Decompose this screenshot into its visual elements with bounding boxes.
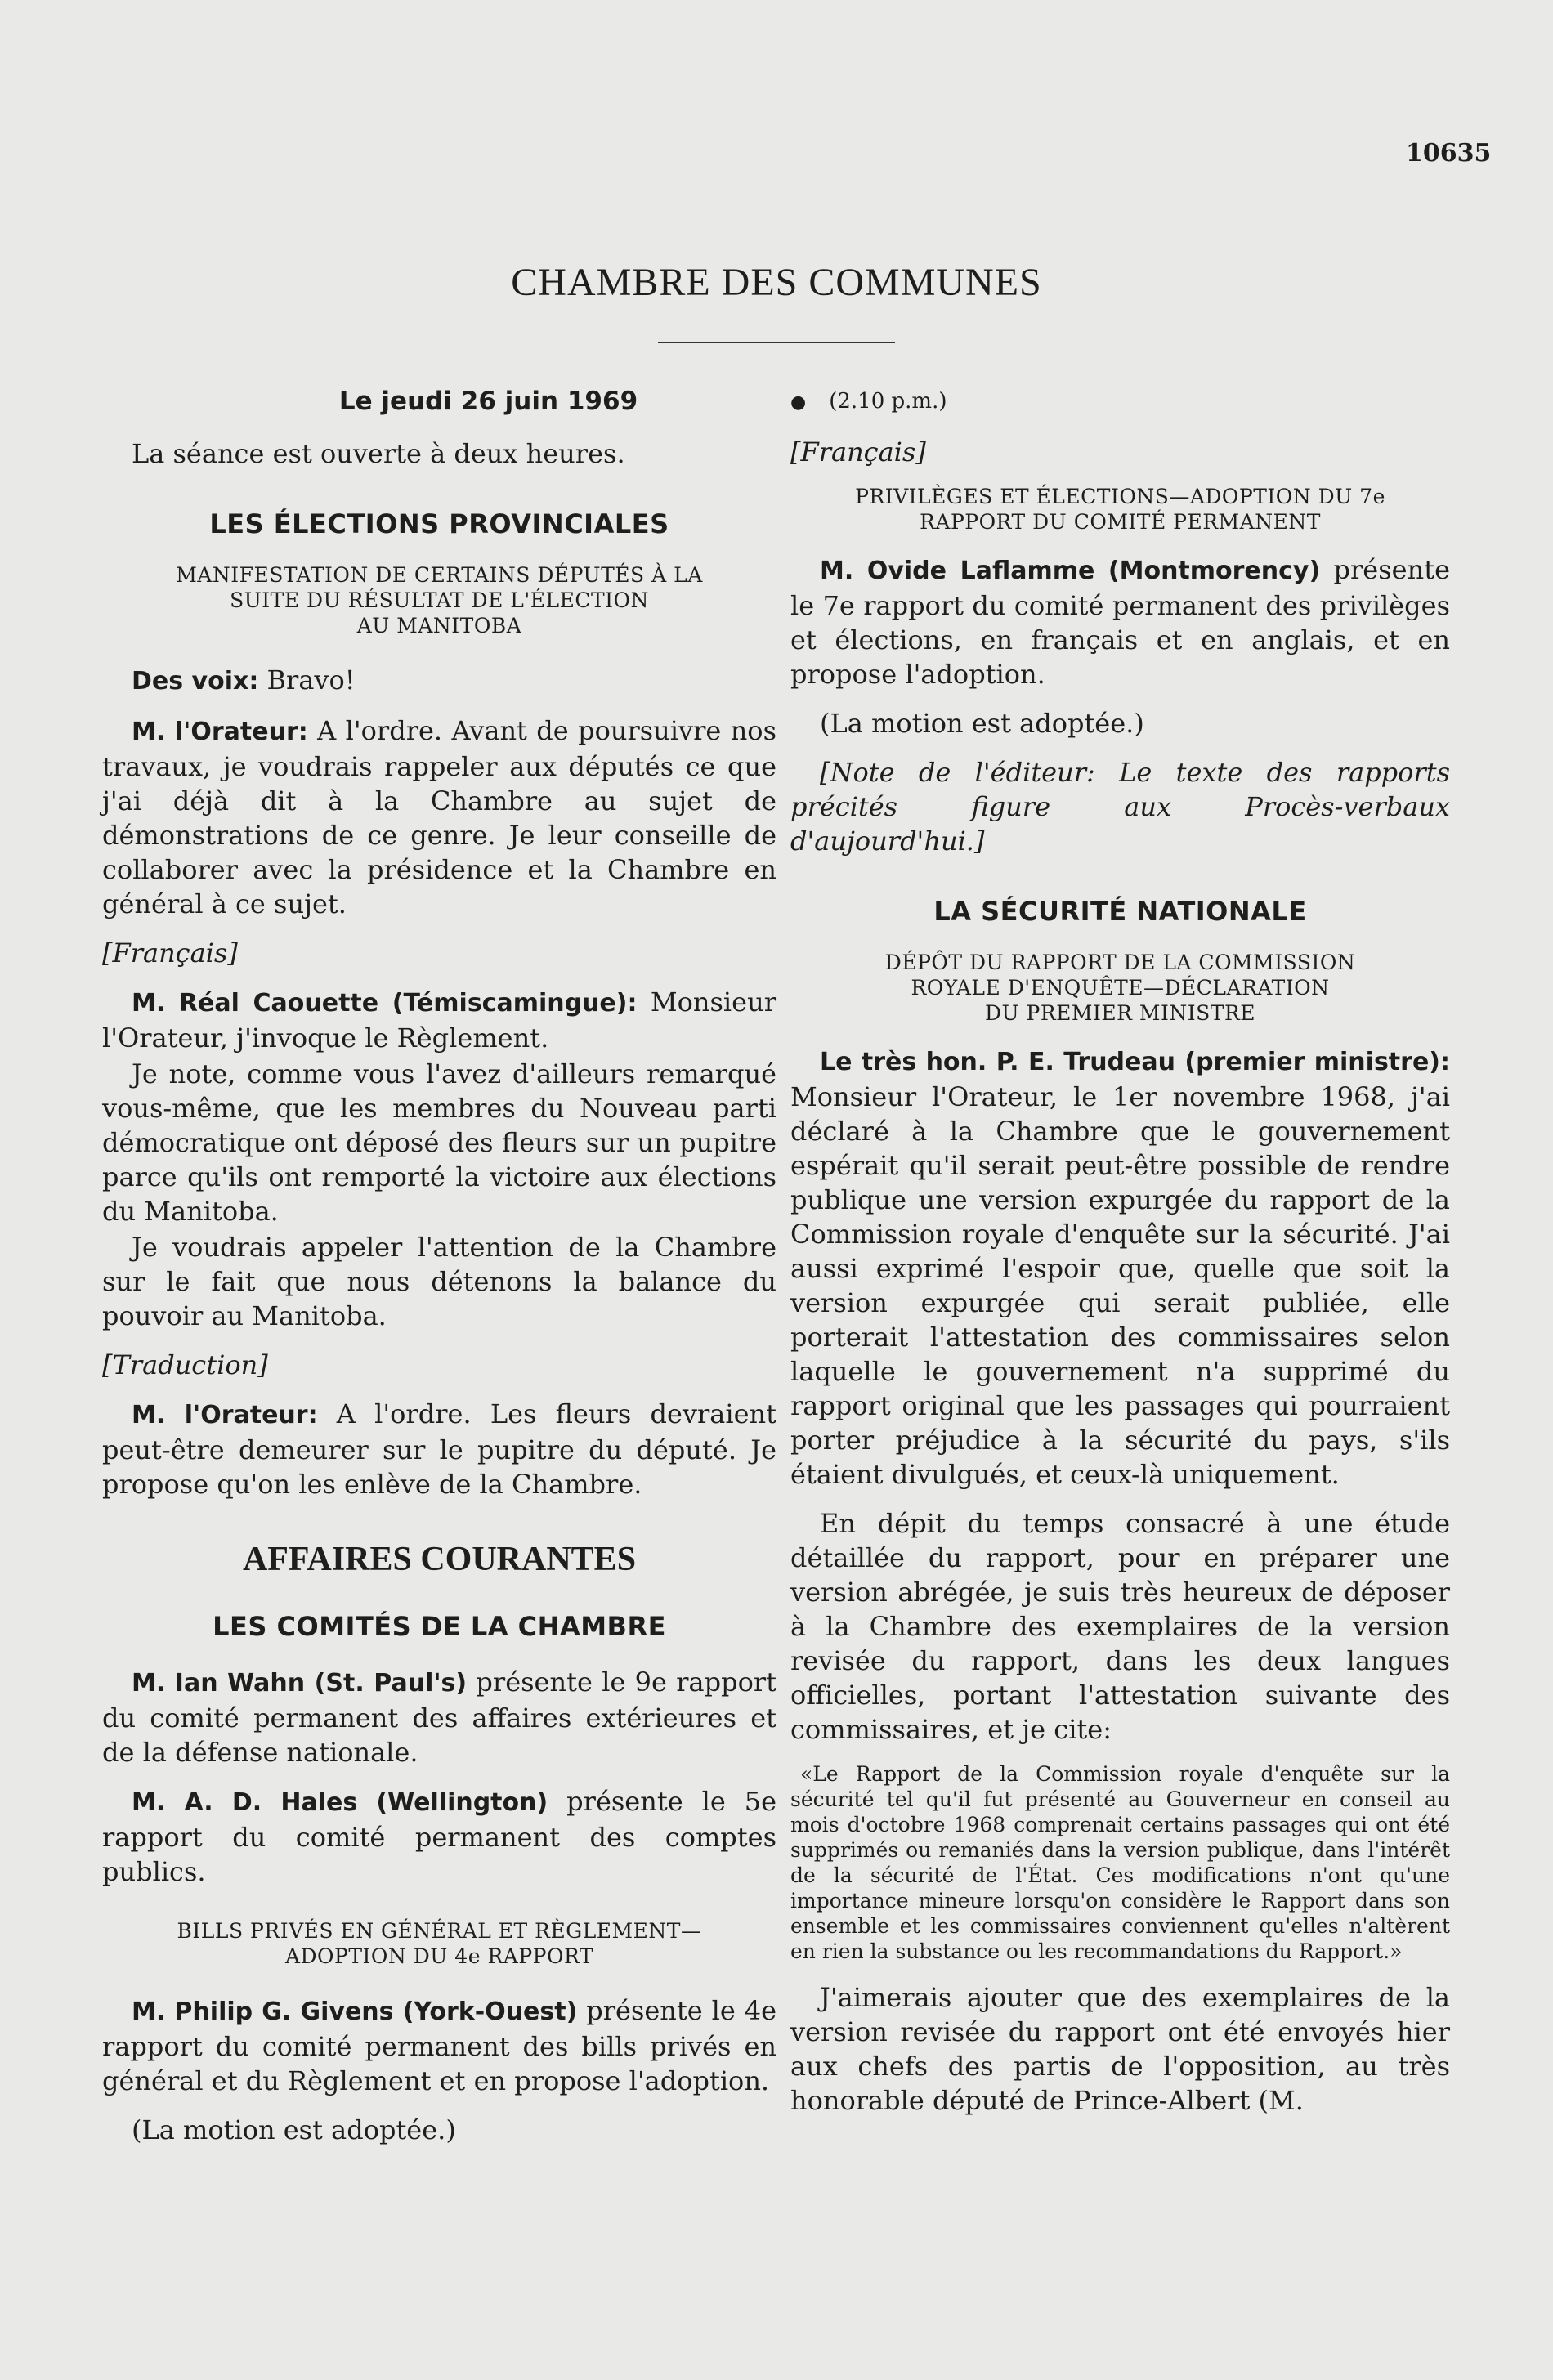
speaker: M. Philip G. Givens (York-Ouest) (132, 1998, 578, 2026)
speaker: Des voix: (132, 667, 259, 696)
subheading-line: MANIFESTATION DE CERTAINS DÉPUTÉS À LA (176, 563, 703, 587)
subheading-line: ADOPTION DU 4e RAPPORT (284, 1944, 594, 1968)
paragraph (102, 1993, 776, 2098)
subheading-line: DÉPÔT DU RAPPORT DE LA COMMISSION (884, 951, 1356, 974)
language-marker: [Traduction] (102, 1349, 268, 1380)
speech: Bravo! (258, 664, 356, 696)
subheading-line: BILLS PRIVÉS EN GÉNÉRAL ET RÈGLEMENT— (177, 1919, 702, 1943)
quotation: «Le Rapport de la Commission royale d'enquête sur la sécurité tel qu'il fut présenté au Gouverneur en conseil au mois d'octobre 1968 comprenait certains passages qui ont été supprimés ou remaniés dans la version publique, dans l'intérêt de la sécurité de l'État. Ces modifications n'ont qu'une importance mineure lorsqu'on considère le Rapport dans son ensemble et les commissaires conviennent qu'elles n'altèrent en rien la substance ou les recommandations du Rapport.» (790, 1762, 1450, 1963)
language-marker: [Français] (790, 436, 926, 468)
speech: présente le 4e rapport du comité permanent des bills privés en général et du Règlement et en propose l'adoption. (102, 1995, 777, 2096)
page-number: 10635 (1406, 139, 1492, 168)
paragraph (102, 1397, 776, 1501)
paragraph (790, 552, 1450, 691)
subheading-line: DU PREMIER MINISTRE (984, 1001, 1256, 1025)
speech: A l'ordre. Avant de poursuivre nos travaux, je voudrais rappeler aux députés ce que j'ai déjà dit à la Chambre au sujet de démonstrations de ce genre. Je leur conseille de collaborer avec la présidence et la Chambre en général à ce sujet. (102, 715, 776, 919)
speaker: M. Réal Caouette (Témiscamingue): (132, 989, 638, 1018)
speech: présente le 5e rapport du comité permanent des comptes publics. (102, 1786, 777, 1887)
subheading-private-bills (102, 1918, 776, 1969)
paragraph: En dépit du temps consacré à une étude détaillée du rapport, pour en préparer une version abrégée, je suis très heureux de déposer à la Chambre des exemplaires de la version revisée du rapport, dans les deux langues officielles, portant l'attestation suivante des commissaires, et je cite: (790, 1508, 1450, 1745)
subheading-line: AU MANITOBA (356, 614, 522, 638)
paragraph (102, 714, 776, 921)
page-title: CHAMBRE DES COMMUNES (511, 261, 1042, 304)
heading-committees: LES COMITÉS DE LA CHAMBRE (213, 1611, 666, 1642)
subheading-line: SUITE DU RÉSULTAT DE L'ÉLECTION (230, 588, 649, 612)
subheading-manitoba (102, 562, 776, 638)
paragraph: (La motion est adoptée.) (132, 2114, 456, 2145)
subheading-line: RAPPORT DU COMITÉ PERMANENT (920, 510, 1321, 534)
heading-routine-proceedings: AFFAIRES COURANTES (242, 1541, 637, 1578)
speaker: M. Ian Wahn (St. Paul's) (132, 1669, 468, 1698)
paragraph: (La motion est adoptée.) (820, 708, 1144, 739)
speaker: Le très hon. P. E. Trudeau (premier ministre): (820, 1048, 1450, 1076)
speaker: M. l'Orateur: (132, 718, 308, 746)
speech: A l'ordre. Les fleurs devraient peut-être demeurer sur le pupitre du député. Je propose qu'on les enlève de la Chambre. (102, 1398, 777, 1500)
paragraph (102, 1665, 776, 1769)
time-text: (2.10 p.m.) (829, 389, 947, 414)
subheading-privileges (790, 484, 1450, 535)
paragraph (790, 1044, 1450, 1492)
speech: présente le 7e rapport du comité permanent des privilèges et élections, en français et en anglais, et en propose l'adoption. (790, 554, 1451, 690)
paragraph: Je voudrais appeler l'attention de la Chambre sur le fait que nous détenons la balance du pouvoir au Manitoba. (102, 1232, 776, 1331)
speaker: M. l'Orateur: (132, 1401, 318, 1429)
paragraph (102, 663, 776, 699)
speaker: M. Ovide Laflamme (Montmorency) (820, 557, 1321, 585)
paragraph: J'aimerais ajouter que des exemplaires de la version revisée du rapport ont été envoyés hier aux chefs des partis de l'opposition, au très honorable député de Prince-Albert (M. (790, 1982, 1450, 2116)
subheading-commission (790, 950, 1450, 1026)
paragraph (102, 985, 776, 1055)
editor-note: [Note de l'éditeur: Le texte des rapports précités figure aux Procès-verbaux d'aujourd'hui.] (790, 757, 1450, 857)
right-column (790, 384, 1450, 2132)
heading-provincial-elections: LES ÉLECTIONS PROVINCIALES (209, 508, 669, 539)
bullet-icon: ● (790, 392, 807, 413)
language-marker: [Français] (102, 937, 238, 969)
speaker: M. A. D. Hales (Wellington) (132, 1788, 548, 1817)
title-divider (658, 342, 895, 343)
opening-line: La séance est ouverte à deux heures. (132, 438, 625, 469)
paragraph: Je note, comme vous l'avez d'ailleurs remarqué vous-même, que les membres du Nouveau parti démocratique ont déposé des fleurs sur un pupitre parce qu'ils ont remporté la victoire aux élections du Manitoba. (102, 1058, 776, 1227)
sitting-date: Le jeudi 26 juin 1969 (338, 387, 638, 416)
time-marker (790, 384, 1450, 420)
speech: Monsieur l'Orateur, j'invoque le Règlement. (102, 986, 777, 1054)
left-column (102, 384, 776, 2162)
speech: présente le 9e rapport du comité permanent des affaires extérieures et de la défense nationale. (102, 1666, 776, 1768)
subheading-line: PRIVILÈGES ET ÉLECTIONS—ADOPTION DU 7e (855, 485, 1385, 508)
heading-national-security: LA SÉCURITÉ NATIONALE (933, 896, 1307, 927)
speech: Monsieur l'Orateur, le 1er novembre 1968, j'ai déclaré à la Chambre que le gouvernement espérait qu'il serait peut-être possible de rendre publique une version expurgée du rapport de la Commission royale d'enquête sur la sécurité. J'ai aussi exprimé l'espoir que, quelle que soit la version expurgée qui serait publiée, elle porterait l'attestation des commissaires selon laquelle le gouvernement n'a supprimé du rapport original que les passages qui pourraient porter préjudice à la sécurité du pays, s'ils étaient divulgués, et ceux-là uniquement. (790, 1081, 1450, 1490)
subheading-line: ROYALE D'ENQUÊTE—DÉCLARATION (911, 976, 1330, 1000)
paragraph (102, 1784, 776, 1889)
